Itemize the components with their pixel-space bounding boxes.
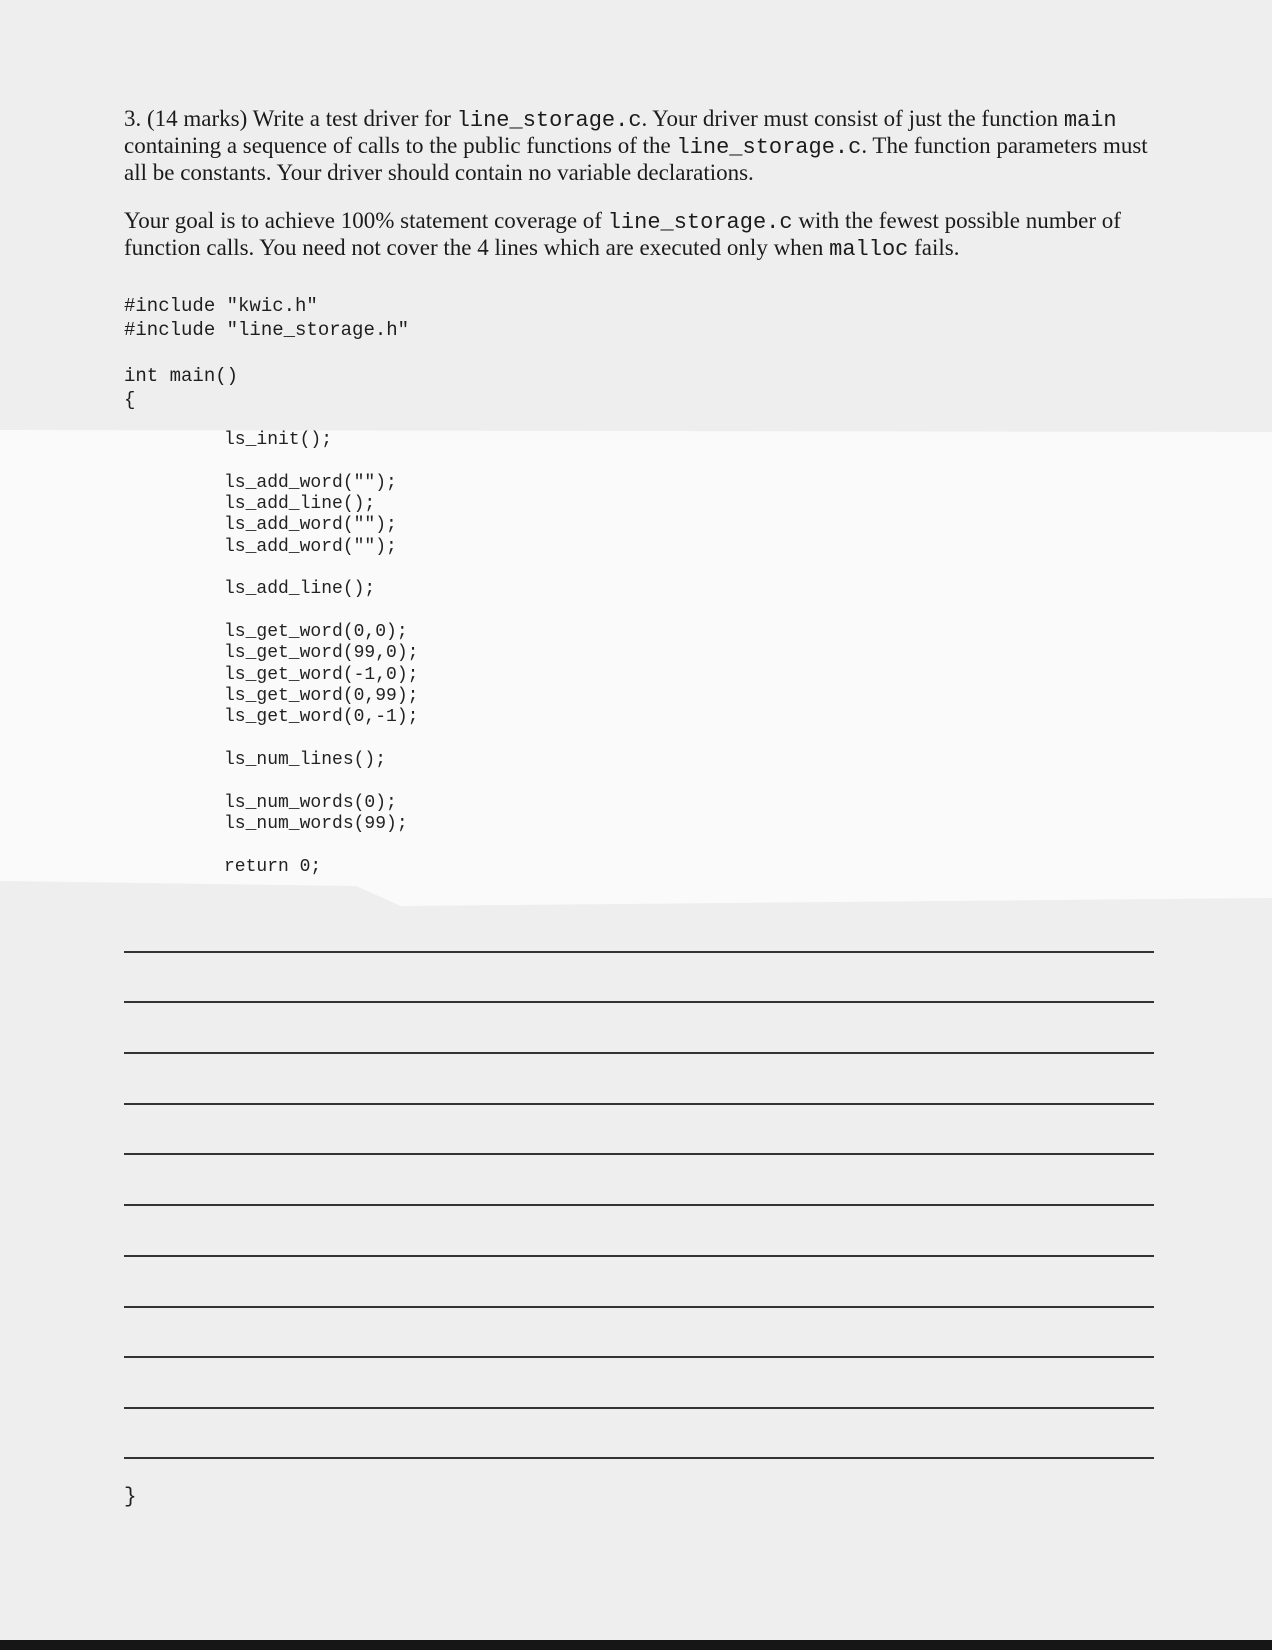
q1-seg: . The function parameters must all be constants. Your driver should contain no variable declarations.: [124, 133, 1148, 185]
q2-seg: fails.: [908, 235, 960, 260]
answer-line: ls_add_word("");: [224, 515, 397, 535]
pasted-answer-slip: [0, 430, 1272, 930]
answer-line: ls_get_word(-1,0);: [224, 665, 419, 685]
scan-edge: [0, 1640, 1272, 1650]
close-brace: }: [124, 1486, 137, 1509]
answer-line: ls_get_word(0,-1);: [224, 707, 419, 727]
include-kwic: #include "kwic.h": [124, 295, 318, 317]
blank-answer-rule: [124, 1103, 1154, 1105]
q1-code-main: main: [1063, 108, 1117, 133]
blank-answer-rule: [124, 1001, 1154, 1003]
answer-line: ls_init();: [224, 430, 333, 450]
answer-line: ls_add_line();: [224, 579, 376, 599]
blank-answer-rule: [124, 1204, 1154, 1206]
q1-code-file: line_storage.c: [676, 135, 862, 160]
answer-line: ls_add_word("");: [224, 537, 397, 557]
answer-line: ls_add_word("");: [224, 473, 397, 493]
q1-seg: 3. (14 marks) Write a test driver for: [124, 106, 457, 131]
question-paragraph-1: [124, 106, 1164, 185]
answer-line: ls_num_words(99);: [224, 814, 408, 834]
blank-answer-rule: [124, 1255, 1154, 1257]
blank-answer-rule: [124, 1306, 1154, 1308]
q2-seg: Your goal is to achieve 100% statement coverage of: [124, 208, 608, 233]
blank-answer-rule: [124, 1457, 1154, 1459]
answer-line: return 0;: [224, 857, 322, 877]
question-paragraph-2: [124, 208, 1164, 262]
q1-seg: containing a sequence of calls to the public functions of the: [124, 133, 677, 158]
q2-code-file: line_storage.c: [607, 210, 793, 235]
q2-seg: with the fewest possible number of function calls. You need not cover the 4 lines which are executed only when: [124, 208, 1121, 260]
blank-answer-rule: [124, 1356, 1154, 1358]
blank-answer-rule: [124, 951, 1154, 953]
answer-line: ls_add_line();: [224, 494, 376, 514]
open-brace: {: [124, 389, 136, 411]
q1-seg: . Your driver must consist of just the function: [641, 106, 1064, 131]
main-signature: int main(): [124, 365, 239, 387]
answer-line: ls_num_lines();: [224, 750, 387, 770]
q2-code-malloc: malloc: [829, 237, 909, 262]
blank-answer-rule: [124, 1153, 1154, 1155]
blank-answer-rule: [124, 1407, 1154, 1409]
answer-line: ls_get_word(0,0);: [224, 622, 408, 642]
include-line-storage: #include "line_storage.h": [124, 319, 410, 341]
answer-line: ls_get_word(0,99);: [224, 686, 419, 706]
answer-line: ls_get_word(99,0);: [224, 643, 419, 663]
answer-line: ls_num_words(0);: [224, 793, 397, 813]
q1-code-file: line_storage.c: [456, 108, 642, 133]
blank-answer-rule: [124, 1052, 1154, 1054]
